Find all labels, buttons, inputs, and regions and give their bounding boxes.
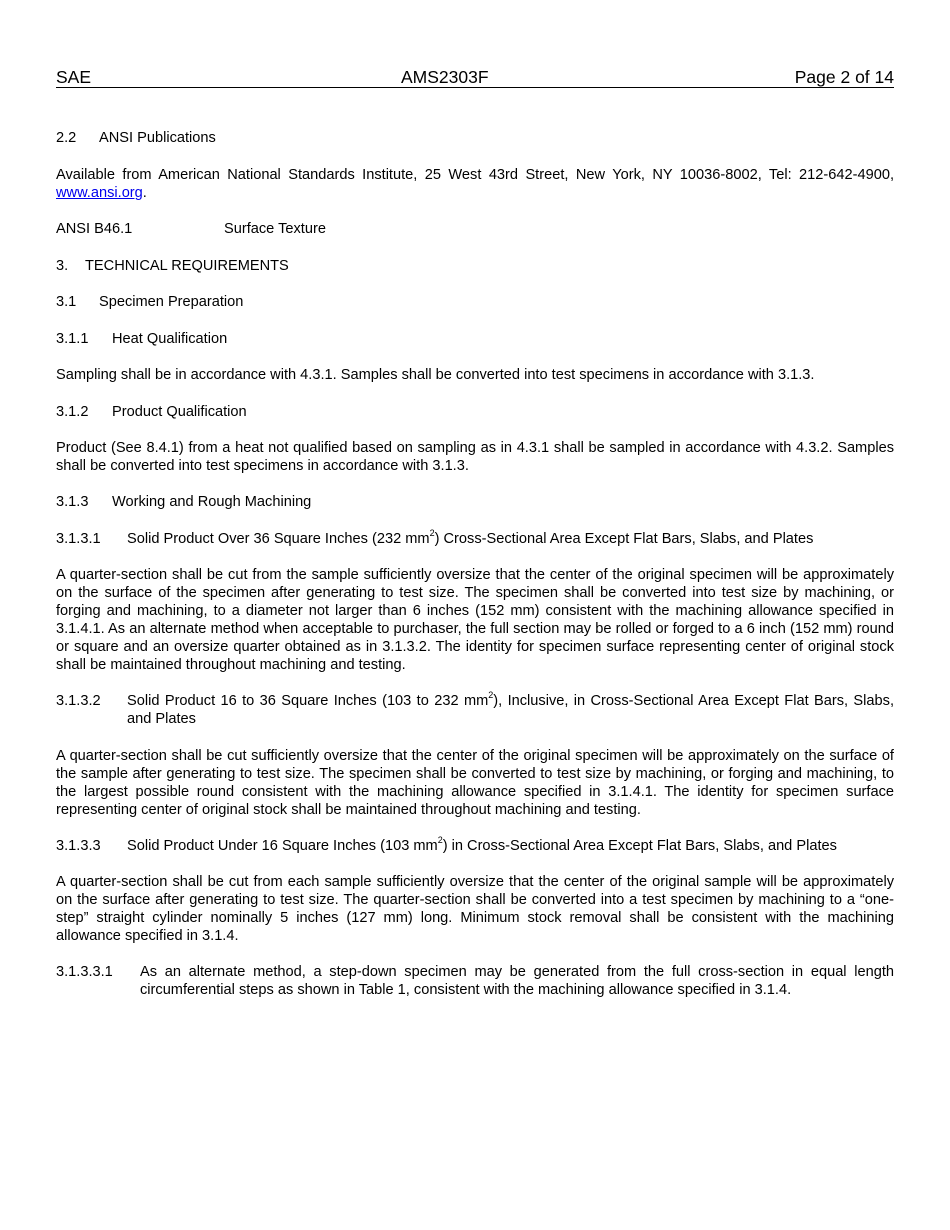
section-number: 3.1.3.3 — [56, 838, 101, 854]
header-org: SAE — [56, 67, 92, 87]
ansi-reference-row — [56, 220, 894, 238]
section-3-1-3-3-paragraph: A quarter-section shall be cut from each sample sufficiently oversize that the center of the original sample will be approximately on the surface after generating to test size. The quarter-section shall be converted into a test specimen by machining to a “one-step” straight cylinder nominally 5 inches (127 mm) long. Minimum stock removal shall be consistent with the machining allowance specified in 3.1.4. — [56, 874, 894, 944]
ansi-availability-text: Available from American National Standards Institute, 25 West 43rd Street, New York, NY 10036-8002, Tel: 212-642-4900, — [56, 167, 894, 183]
section-2-2-heading — [56, 129, 894, 147]
section-title: Product Qualification — [112, 404, 247, 420]
section-title-b: ), Inclusive, in Cross-Sectional Area Except Flat Bars, Slabs, and Plates — [127, 693, 894, 727]
superscript: 2 — [429, 528, 435, 539]
page-header — [56, 67, 894, 88]
section-3-1-3-1-paragraph: A quarter-section shall be cut from the sample sufficiently oversize that the center of the original specimen will be approximately on the surface of the specimen after generating to test size. The specimen shall be converted into test size by machining, or forging and machining, to a diameter not larger than 6 inches (152 mm) consistent with the machining allowance specified in 3.1.4.1. As an alternate method when acceptable to purchaser, the full section may be rolled or forged to a 6 inch (152 mm) round or square and an oversize quarter obtained as in 3.1.3.2. The identity for specimen surface representing center of original stock shall be maintained throughout machining and testing. — [56, 567, 894, 673]
section-3-1-2-paragraph: Product (See 8.4.1) from a heat not qualified based on sampling as in 4.3.1 shall be sampled in accordance with 4.3.2. Samples shall be converted into test specimens in accordance with 3.1.3. — [56, 440, 894, 474]
section-number: 3.1.3.2 — [56, 693, 101, 709]
section-title-b: ) Cross-Sectional Area Except Flat Bars, Slabs, and Plates — [434, 531, 814, 547]
section-number: 3.1.1 — [56, 331, 89, 347]
section-title: TECHNICAL REQUIREMENTS — [85, 258, 289, 274]
ansi-website-link[interactable]: www.ansi.org — [56, 185, 143, 201]
section-3-1-3-3-heading — [56, 837, 894, 855]
ansi-availability-paragraph — [56, 166, 894, 202]
ansi-availability-end: . — [142, 185, 147, 201]
section-number: 3. — [56, 258, 69, 274]
section-paragraph: As an alternate method, a step-down specimen may be generated from the full cross-section in equal length circumferential steps as shown in Table 1, consistent with the machining allowance specified in 3.1.4. — [140, 964, 894, 998]
section-3-1-3-heading — [56, 493, 894, 511]
section-number: 3.1.2 — [56, 404, 89, 420]
section-number: 3.1 — [56, 294, 77, 310]
section-title: Working and Rough Machining — [112, 494, 312, 510]
header-doc-number: AMS2303F — [401, 67, 489, 87]
section-3-heading — [56, 257, 894, 275]
section-3-1-3-2-heading — [56, 692, 894, 728]
header-page-number: Page 2 of 14 — [794, 67, 894, 87]
section-3-1-3-2-paragraph: A quarter-section shall be cut sufficiently oversize that the center of the original specimen will be approximately on the surface of the sample after generating to test size. The specimen shall be converted to test size by machining, or forging and machining, to the largest possible round consistent with the machining allowance specified in 3.1.4.1. The identity for specimen surface representing center of original stock shall be maintained throughout machining and testing. — [56, 748, 894, 818]
section-title: Heat Qualification — [112, 331, 228, 347]
section-3-1-heading — [56, 293, 894, 311]
section-3-1-2-heading — [56, 403, 894, 421]
section-title-b: ) in Cross-Sectional Area Except Flat Bars, Slabs, and Plates — [442, 838, 837, 854]
ansi-reference-title: Surface Texture — [224, 221, 326, 237]
section-number: 2.2 — [56, 130, 77, 146]
ansi-reference-code: ANSI B46.1 — [56, 221, 133, 237]
superscript: 2 — [488, 690, 494, 701]
section-3-1-3-1-heading — [56, 530, 894, 548]
section-3-1-1-heading — [56, 330, 894, 348]
section-title-a: Solid Product Over 36 Square Inches (232 mm — [127, 531, 430, 547]
superscript: 2 — [437, 835, 443, 846]
section-title: Specimen Preparation — [99, 294, 244, 310]
section-3-1-1-paragraph: Sampling shall be in accordance with 4.3.1. Samples shall be converted into test specimens in accordance with 3.1.3. — [56, 367, 815, 383]
section-3-1-3-3-1 — [56, 963, 894, 999]
section-title: ANSI Publications — [99, 130, 216, 146]
section-title-a: Solid Product Under 16 Square Inches (103 mm — [127, 838, 438, 854]
section-number: 3.1.3.1 — [56, 531, 101, 547]
section-number: 3.1.3 — [56, 494, 89, 510]
section-title — [127, 692, 894, 728]
section-title-a: Solid Product 16 to 36 Square Inches (103 to 232 mm — [127, 693, 489, 709]
section-number: 3.1.3.3.1 — [56, 964, 113, 980]
